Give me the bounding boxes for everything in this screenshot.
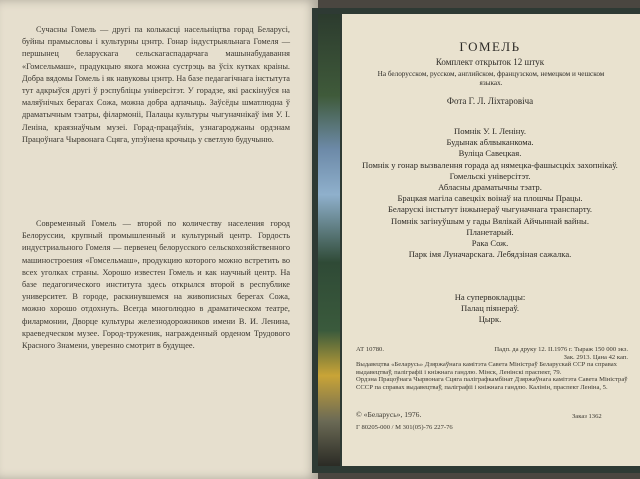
cover-label: На супервокладцы:	[454, 292, 526, 302]
set-subtitle: Комплект открыток 12 штук	[435, 57, 545, 67]
copyright: © «Беларусь», 1976.	[356, 410, 422, 419]
list-item: Парк імя Луначарскага. Лебядзіная сажалка.	[408, 249, 572, 260]
order-number: Заказ 1362	[572, 413, 602, 420]
list-item: Помнік У. І. Леніну.	[454, 126, 526, 136]
imprint-code: АТ 10780.	[356, 346, 384, 353]
cover-item: Палац піянераў.	[461, 303, 519, 314]
imprint-block	[356, 346, 628, 392]
description-russian: Современный Гомель — второй по количеству населения город Белоруссии, крупный промышленный и культурный центр. Гордость индустриального Гомеля — первенец белорусского сельскохозяйственного машиностроения «Гомсельмаш», продукцию которого можно встретить во всех уголках страны. Хорошо известен Гомель и как научный центр. На базе педагогического института здесь открылся второй в республике университет. В городе, раскинувшемся на живописных берегах Сожа, можно хорошо отдохнуть. Всегда многолюдно в драматическом театре, филармонии, Дворце культуры железнодорожников имени В. И. Ленина, краеведческом музее. Город-труженик, награжденный орденом Трудового Красного Знамени, уверенно смотрит в будущее.	[22, 219, 290, 351]
imprint-signed: Падп. да друку 12. II.1976 г. Тыраж 150 000 экз.	[494, 346, 628, 353]
list-item: Беларускі інстытут інжынераў чыгуначнага транспарту.	[387, 204, 593, 215]
imprint-printer: Ордэна Працоўнага Чырвонага Сцяга паліграфкамбінат Дзяржаўнага камітэта Савета Міністраў СССР па справах выдавецтваў, паліграфіі і кніжнага гандлю. Калінін, праспект Леніна, 5.	[356, 376, 628, 391]
cover-section	[342, 292, 638, 326]
list-item: Вуліца Савецкая.	[458, 148, 522, 159]
list-item: Помнік у гонар вызвалення горада ад нямецка-фашысцкіх захопнікаў.	[362, 159, 618, 170]
left-page	[0, 0, 318, 479]
list-item: Будынак аблвыканкома.	[446, 137, 534, 148]
cover-item: Цырк.	[478, 314, 502, 325]
list-item: Планетарый.	[466, 226, 514, 237]
catalog-code: Г 80205-000 / М 301(05)-76 227-76	[356, 424, 453, 431]
set-title: ГОМЕЛЬ	[459, 39, 521, 54]
description-belarusian: Сучасны Гомель — другі па колькасці насельніцтва горад Беларусі, буйны прамысловы і культурны цэнтр. Гонар індустрыяльнага Гомеля — першынец беларускага сельскагаспадарчага машынабудавання «Гомсельмаш», прадукцыю якога можна сустрэць ва ўсіх кутках краіны. Добра вядомы Гомель і як навуковы цэнтр. На базе педагагічнага інстытута тут адкрыўся другі ў рэспубліцы універсітэт. У горадзе, які раскінуўся на маляўнічых берагах Сожа, можна добра адпачыць. Заўсёды шматлюдна ў драматычным тэатры, філармоніі, Палацы культуры чыгуначнікаў імя У. І. Леніна, краязнаўчым музеі. Горад-працаўнік, узнагароджаны ордэнам Працоўнага Чырвонага Сцяга, упэўнена крочыць у светлую будучыню.	[22, 25, 290, 144]
postcard-photo-strip	[318, 14, 340, 466]
list-item: Гомельскі універсітэт.	[449, 170, 531, 181]
imprint-row	[356, 346, 628, 354]
imprint-order: Зак. 2913. Цана 42 кап.	[563, 353, 628, 361]
list-item: Рака Сож.	[471, 238, 509, 249]
contents-list	[342, 126, 638, 260]
list-item: Помнік загінуўшым у гады Вялікай Айчыннай вайны.	[391, 215, 589, 226]
imprint-publisher: Выдавецтва «Беларусь» Дзяржаўнага камітэта Савета Міністраў Беларускай ССР па справах выдавецтваў, паліграфіі і кніжнага гандлю. Мінск, Ленінскі праспект, 79.	[356, 361, 617, 376]
right-page	[342, 14, 640, 466]
list-item: Брацкая магіла савецкіх воінаў на плошчы Працы.	[397, 193, 583, 204]
list-item: Абласны драматычны тэатр.	[438, 182, 542, 193]
languages-note: На белорусском, русском, английском, французском, немецком и чешском языках.	[377, 70, 605, 87]
photographer-credit: Фота Г. Л. Ліхтаровіча	[446, 96, 534, 106]
